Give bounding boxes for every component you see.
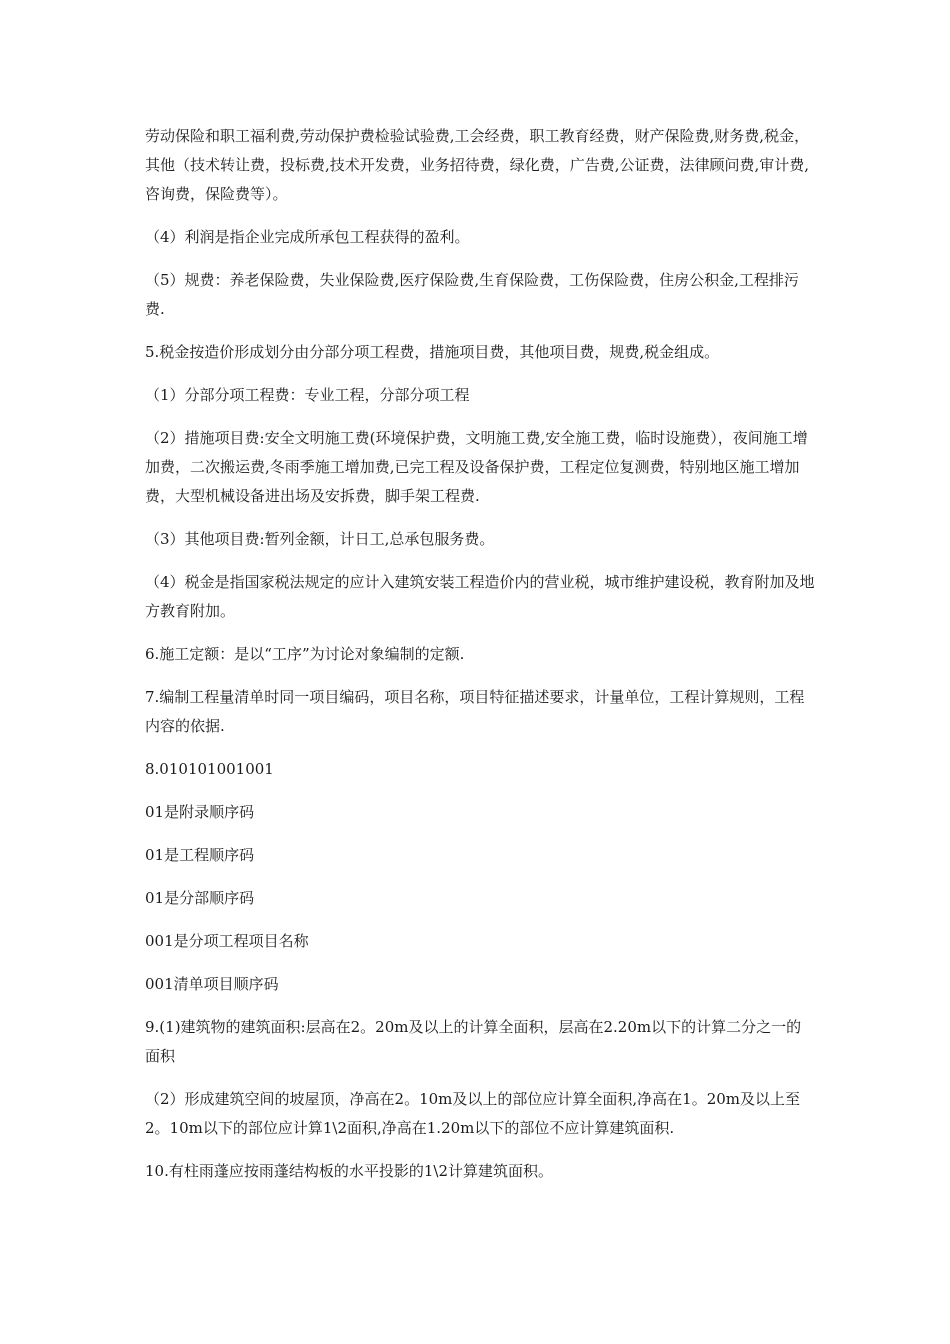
paragraph-5-2: （2）措施项目费:安全文明施工费(环境保护费，文明施工费,安全施工费，临时设施费），夜间施工增加费，二次搬运费,冬雨季施工增加费,已完工程及设备保护费，工程定位复测费，特别地区施工增加费，大型机械设备进出场及安拆费，脚手架工程费.: [145, 429, 808, 505]
paragraph-5-1: （1）分部分项工程费：专业工程，分部分项工程: [145, 386, 470, 404]
paragraph-item-9-2: （2）形成建筑空间的坡屋顶，净高在2。10m及以上的部位应计算全面积,净高在1。20m及以上至2。10m以下的部位应计算1\2面积,净高在1.20m以下的部位不应计算建筑面积.: [145, 1090, 801, 1137]
paragraph-5-4: （4）税金是指国家税法规定的应计入建筑安装工程造价内的营业税，城市维护建设税，教育附加及地方教育附加。: [145, 573, 815, 620]
paragraph-code-project: 01是工程顺序码: [145, 846, 255, 864]
paragraph-5-3: （3）其他项目费:暂列金额，计日工,总承包服务费。: [145, 530, 495, 548]
paragraph-overhead-items: 劳动保险和职工福利费,劳动保护费检验试验费,工会经费，职工教育经费，财产保险费,财务费,税金，其他（技术转让费，投标费,技术开发费，业务招待费，绿化费，广告费,公证费，法律顾问费,审计费,咨询费，保险费等）。: [145, 127, 810, 203]
paragraph-item-5: 5.税金按造价形成划分由分部分项工程费，措施项目费，其他项目费，规费,税金组成。: [145, 343, 720, 361]
paragraph-item-7: 7.编制工程量清单时同一项目编码，项目名称，项目特征描述要求，计量单位，工程计算规则，工程内容的依据.: [145, 688, 805, 735]
paragraph-item-9-1: 9.(1)建筑物的建筑面积:层高在2。20m及以上的计算全面积，层高在2.20m以下的计算二分之一的面积: [145, 1018, 802, 1065]
paragraph-profit: （4）利润是指企业完成所承包工程获得的盈利。: [145, 228, 470, 246]
paragraph-item-10: 10.有柱雨蓬应按雨蓬结构板的水平投影的1\2计算建筑面积。: [145, 1162, 553, 1180]
paragraph-item-8: 8.010101001001: [145, 760, 274, 778]
paragraph-code-appendix: 01是附录顺序码: [145, 803, 255, 821]
paragraph-fees: （5）规费：养老保险费，失业保险费,医疗保险费,生育保险费，工伤保险费，住房公积金,工程排污费.: [145, 271, 799, 318]
paragraph-code-list: 001清单项目顺序码: [145, 975, 279, 993]
paragraph-code-division: 01是分部顺序码: [145, 889, 255, 907]
paragraph-item-6: 6.施工定额：是以“工序”为讨论对象编制的定额.: [145, 645, 465, 663]
paragraph-code-subitem: 001是分项工程项目名称: [145, 932, 309, 950]
